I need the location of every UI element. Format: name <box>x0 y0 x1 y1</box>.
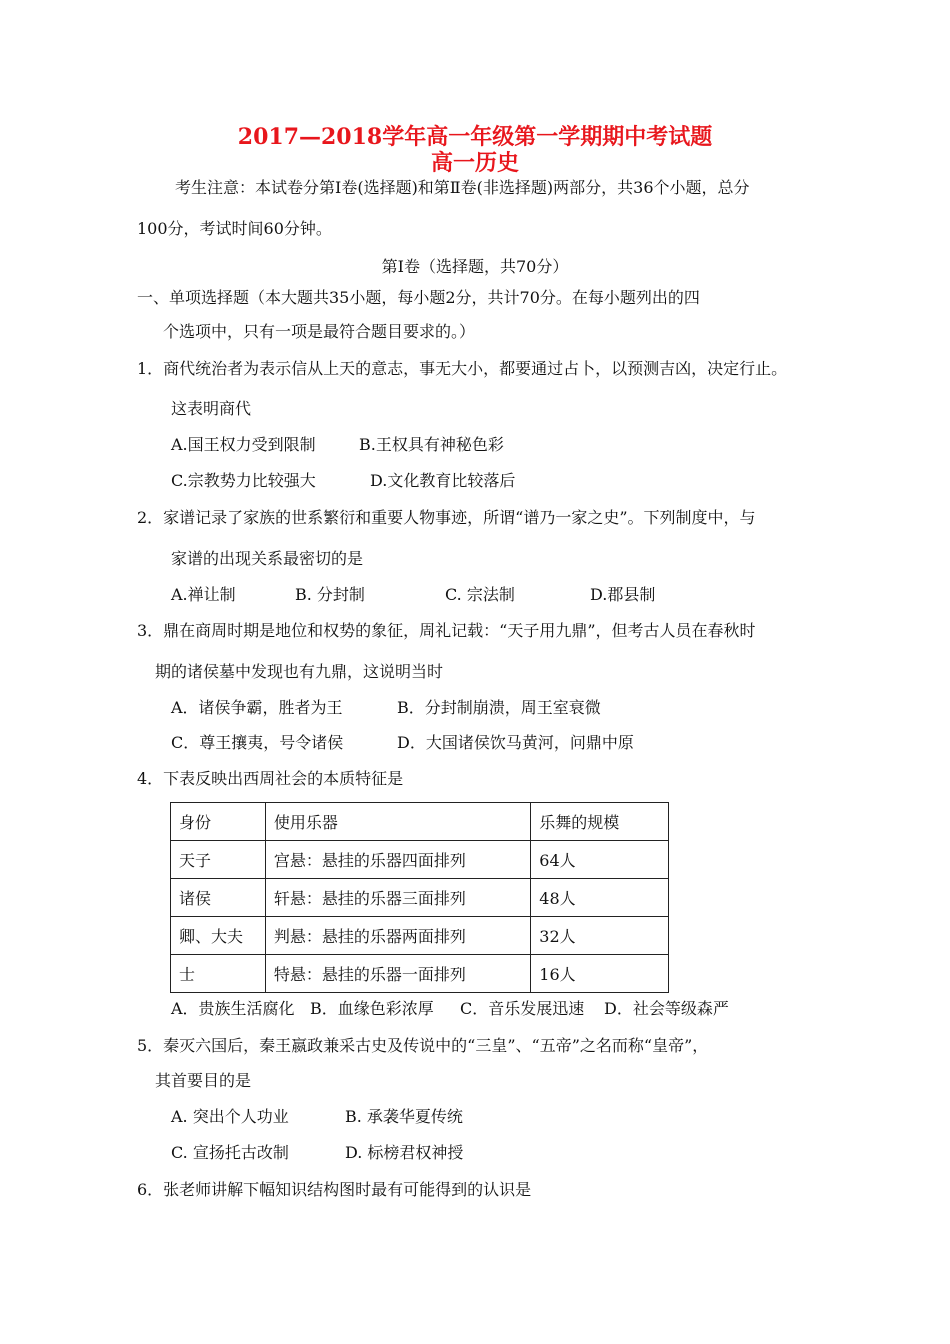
question-5-stem-cont: 其首要目的是 <box>155 1071 252 1090</box>
question-2-stem: 2．家谱记录了家族的世系繁衍和重要人物事迹，所谓“谱乃一家之史”。下列制度中，与 <box>137 508 756 527</box>
table-header-cell: 乐舞的规模 <box>531 803 669 841</box>
question-4-stem: 4．下表反映出西周社会的本质特征是 <box>137 769 404 788</box>
question-3-stem: 3．鼎在商周时期是地位和权势的象征，周礼记载：“天子用九鼎”，但考古人员在春秋时 <box>137 621 756 640</box>
table-row <box>171 879 669 917</box>
table-cell: 32人 <box>531 917 669 955</box>
table-header-cell: 身份 <box>171 803 266 841</box>
notice-line-2: 100分，考试时间60分钟。 <box>137 219 332 238</box>
question-2-option-b: B. 分封制 <box>295 585 365 604</box>
question-3-option-c: C．尊王攘夷，号令诸侯 <box>171 733 344 752</box>
question-5-option-d: D. 标榜君权神授 <box>345 1143 464 1162</box>
question-1-option-c: C.宗教势力比较强大 <box>171 471 316 490</box>
question-4-option-a: A．贵族生活腐化 <box>171 999 295 1018</box>
table-row <box>171 955 669 993</box>
table-header-row <box>171 803 669 841</box>
table-cell: 士 <box>171 955 266 993</box>
question-3-option-d: D．大国诸侯饮马黄河，问鼎中原 <box>397 733 634 752</box>
table-cell: 宫悬：悬挂的乐器四面排列 <box>265 841 530 879</box>
question-1-option-a: A.国王权力受到限制 <box>171 435 316 454</box>
section-heading: 第Ⅰ卷（选择题，共70分） <box>381 257 569 276</box>
question-2-option-c: C. 宗法制 <box>445 585 515 604</box>
rank-music-table <box>170 802 669 993</box>
table-cell: 判悬：悬挂的乐器两面排列 <box>265 917 530 955</box>
table-row <box>171 917 669 955</box>
table-cell: 特悬：悬挂的乐器一面排列 <box>265 955 530 993</box>
exam-subject: 高一历史 <box>430 150 519 176</box>
question-2-option-a: A.禅让制 <box>171 585 236 604</box>
table-cell: 天子 <box>171 841 266 879</box>
exam-title: 2017—2018学年高一年级第一学期期中考试题 <box>237 124 713 150</box>
question-4-option-c: C．音乐发展迅速 <box>460 999 585 1018</box>
table-cell: 诸侯 <box>171 879 266 917</box>
table-cell: 64人 <box>531 841 669 879</box>
question-1-option-b: B.王权具有神秘色彩 <box>359 435 504 454</box>
question-5-stem: 5．秦灭六国后，秦王嬴政兼采古史及传说中的“三皇”、“五帝”之名而称“皇帝”， <box>137 1036 709 1055</box>
question-3-option-b: B．分封制崩溃，周王室衰微 <box>397 698 601 717</box>
table-cell: 48人 <box>531 879 669 917</box>
table-cell: 轩悬：悬挂的乐器三面排列 <box>265 879 530 917</box>
question-2-stem-cont: 家谱的出现关系最密切的是 <box>171 549 364 568</box>
question-5-option-b: B. 承袭华夏传统 <box>345 1107 463 1126</box>
question-3-stem-cont: 期的诸侯墓中发现也有九鼎，这说明当时 <box>155 662 444 681</box>
question-3-option-a: A．诸侯争霸，胜者为王 <box>171 698 343 717</box>
question-6-stem: 6．张老师讲解下幅知识结构图时最有可能得到的认识是 <box>137 1180 532 1199</box>
question-4-option-d: D．社会等级森严 <box>604 999 729 1018</box>
section-intro-2: 个选项中，只有一项是最符合题目要求的。） <box>163 322 476 341</box>
table-cell: 卿、大夫 <box>171 917 266 955</box>
question-5-option-a: A. 突出个人功业 <box>171 1107 289 1126</box>
question-1-stem: 1．商代统治者为表示信从上天的意志，事无大小，都要通过占卜，以预测吉凶，决定行止。 <box>137 359 788 378</box>
question-1-option-d: D.文化教育比较落后 <box>370 471 516 490</box>
table-row <box>171 841 669 879</box>
question-1-stem-cont: 这表明商代 <box>171 399 252 418</box>
question-2-option-d: D.郡县制 <box>590 585 656 604</box>
question-5-option-c: C. 宣扬托古改制 <box>171 1143 289 1162</box>
question-4-option-b: B．血缘色彩浓厚 <box>310 999 434 1018</box>
table-header-cell: 使用乐器 <box>265 803 530 841</box>
section-intro-1: 一、单项选择题（本大题共35小题，每小题2分，共计70分。在每小题列出的四 <box>137 288 700 307</box>
notice-line-1: 考生注意：本试卷分第Ⅰ卷(选择题)和第Ⅱ卷(非选择题)两部分，共36个小题，总分 <box>175 178 750 197</box>
table-cell: 16人 <box>531 955 669 993</box>
